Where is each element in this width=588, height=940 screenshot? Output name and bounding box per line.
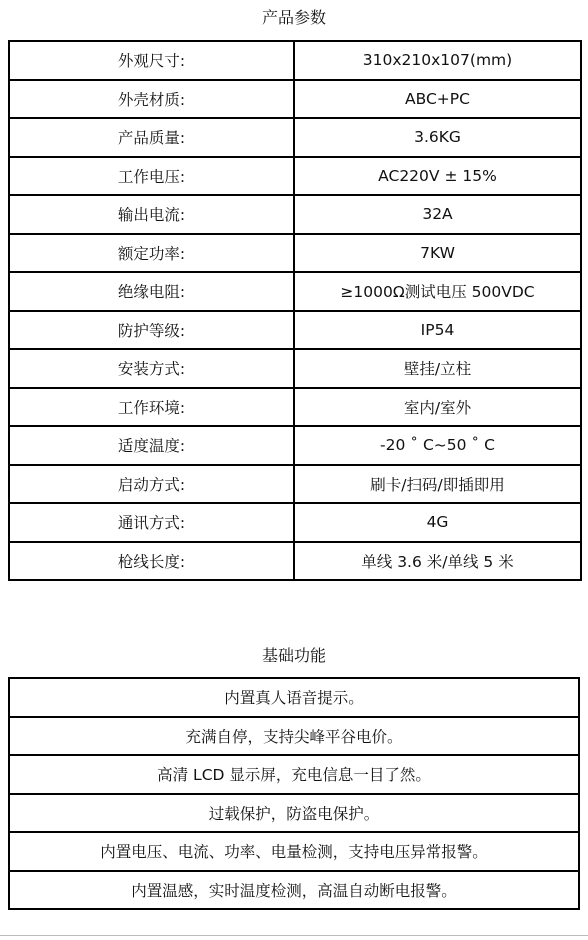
features-section-title: 基础功能 (261, 646, 326, 665)
param-label: 额定功率: (9, 234, 294, 273)
param-value: 室内/室外 (294, 388, 581, 427)
table-row (9, 195, 581, 234)
param-value: 32A (294, 195, 581, 234)
param-label: 防护等级: (9, 311, 294, 350)
param-label: 启动方式: (9, 465, 294, 504)
param-label: 产品质量: (9, 118, 294, 157)
param-value: 7KW (294, 234, 581, 273)
params-section-title: 产品参数 (261, 8, 326, 27)
param-value: -20 ˚ C~50 ˚ C (294, 426, 581, 465)
param-label: 适度温度: (9, 426, 294, 465)
table-row (9, 311, 581, 350)
features-table (8, 677, 580, 910)
param-value: 单线 3.6 米/单线 5 米 (294, 542, 581, 581)
table-row (9, 388, 581, 427)
param-label: 工作环境: (9, 388, 294, 427)
feature-item: 内置真人语音提示。 (9, 678, 579, 717)
feature-item: 内置温感，实时温度检测，高温自动断电报警。 (9, 871, 579, 910)
table-row (9, 678, 579, 717)
param-label: 外壳材质: (9, 80, 294, 119)
params-table (8, 40, 582, 581)
table-row (9, 157, 581, 196)
param-value: 壁挂/立柱 (294, 349, 581, 388)
param-value: 3.6KG (294, 118, 581, 157)
param-value: ≥1000Ω测试电压 500VDC (294, 272, 581, 311)
param-label: 外观尺寸: (9, 41, 294, 80)
table-row (9, 349, 581, 388)
table-row (9, 465, 581, 504)
feature-item: 充满自停，支持尖峰平谷电价。 (9, 717, 579, 756)
param-label: 枪线长度: (9, 542, 294, 581)
param-label: 通讯方式: (9, 503, 294, 542)
bottom-divider (0, 935, 588, 936)
table-row (9, 503, 581, 542)
param-value: 4G (294, 503, 581, 542)
table-row (9, 755, 579, 794)
table-row (9, 118, 581, 157)
table-row (9, 80, 581, 119)
feature-item: 内置电压、电流、功率、电量检测，支持电压异常报警。 (9, 832, 579, 871)
table-row (9, 794, 579, 833)
table-row (9, 542, 581, 581)
table-row (9, 717, 579, 756)
param-value: IP54 (294, 311, 581, 350)
param-label: 安装方式: (9, 349, 294, 388)
table-row (9, 234, 581, 273)
feature-item: 过载保护，防盗电保护。 (9, 794, 579, 833)
param-value: 刷卡/扫码/即插即用 (294, 465, 581, 504)
param-value: 310x210x107(mm) (294, 41, 581, 80)
table-row (9, 272, 581, 311)
table-row (9, 426, 581, 465)
param-value: AC220V ± 15% (294, 157, 581, 196)
param-label: 工作电压: (9, 157, 294, 196)
param-label: 绝缘电阻: (9, 272, 294, 311)
param-value: ABC+PC (294, 80, 581, 119)
table-row (9, 871, 579, 910)
param-label: 输出电流: (9, 195, 294, 234)
table-row (9, 832, 579, 871)
table-row (9, 41, 581, 80)
feature-item: 高清 LCD 显示屏，充电信息一目了然。 (9, 755, 579, 794)
